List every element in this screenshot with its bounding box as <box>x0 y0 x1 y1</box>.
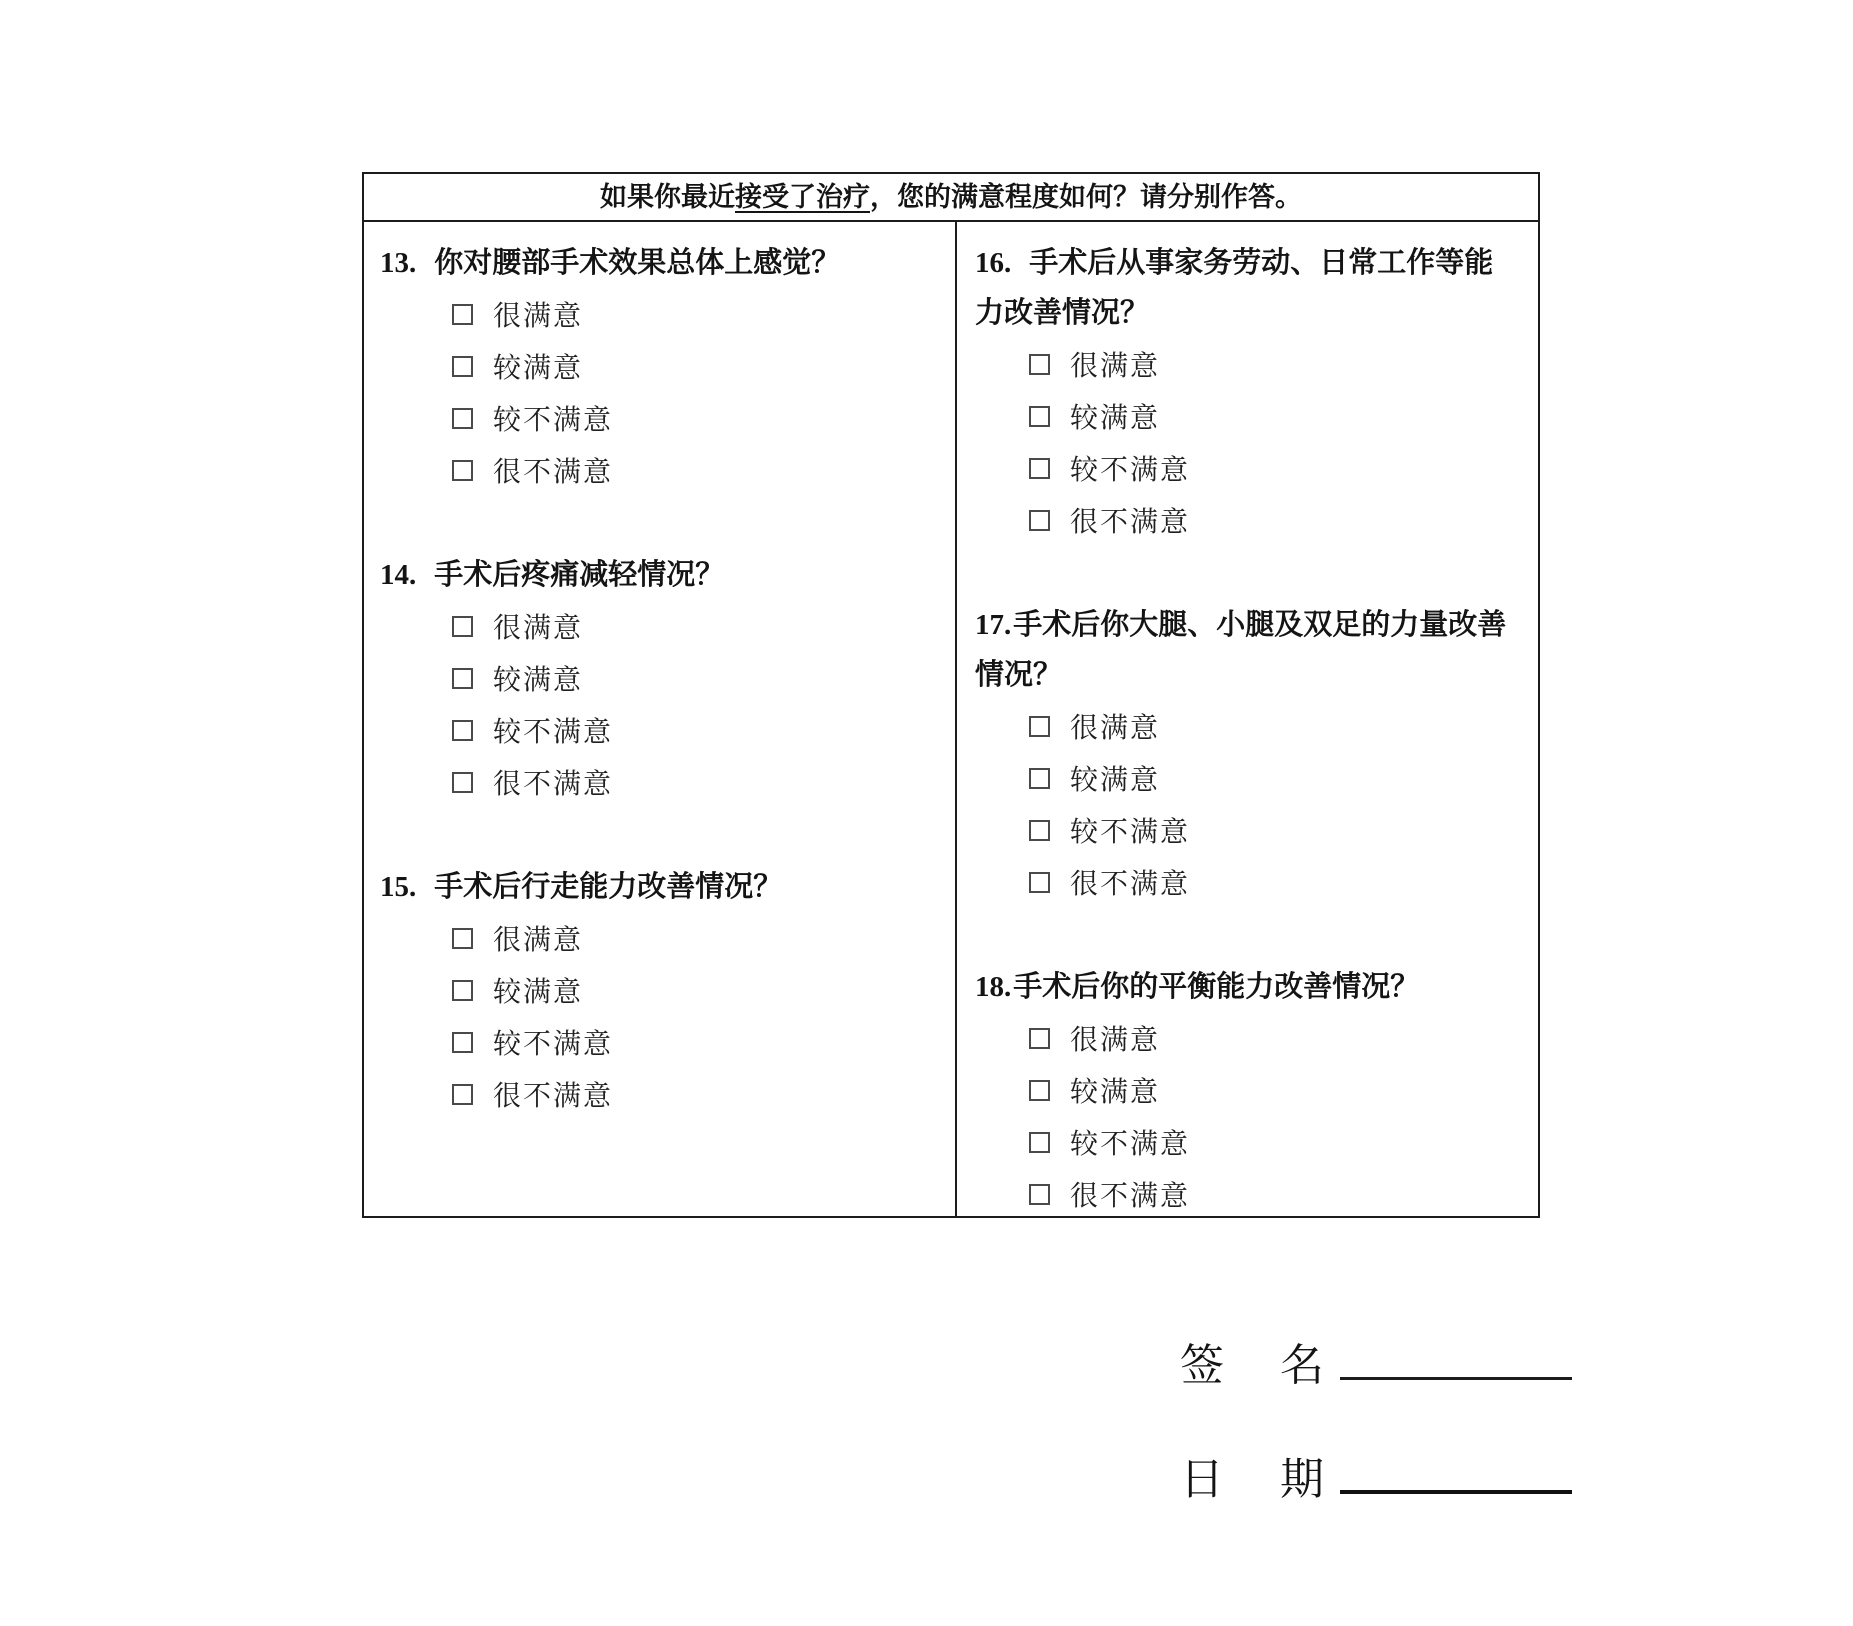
option-label: 较满意 <box>1069 403 1160 434</box>
question-16 <box>957 238 1538 546</box>
option-row <box>380 964 927 1016</box>
right-column <box>955 222 1538 1216</box>
checkbox[interactable] <box>452 1084 473 1105</box>
question-14 <box>364 550 955 808</box>
option-label: 较满意 <box>493 353 584 384</box>
question-number: 14. <box>380 559 417 591</box>
checkbox[interactable] <box>452 304 473 325</box>
option-row <box>975 1012 1514 1064</box>
option-label: 较满意 <box>1069 765 1160 796</box>
option-row <box>975 1168 1514 1220</box>
option-label: 很满意 <box>493 613 584 644</box>
signature-row <box>1180 1338 1572 1394</box>
form-header <box>364 174 1538 222</box>
checkbox[interactable] <box>1029 872 1050 893</box>
option-label: 很满意 <box>493 301 584 332</box>
question-number: 18. <box>974 971 1012 1003</box>
option-row <box>975 390 1514 442</box>
checkbox[interactable] <box>452 772 473 793</box>
option-row <box>975 1064 1514 1116</box>
option-label: 很不满意 <box>493 1081 614 1112</box>
checkbox[interactable] <box>1029 510 1050 531</box>
question-18 <box>957 962 1538 1220</box>
question-13-title <box>380 238 927 288</box>
checkbox[interactable] <box>1029 820 1050 841</box>
option-row <box>975 494 1514 546</box>
question-number: 15. <box>380 871 417 903</box>
question-text: 手术后你的平衡能力改善情况？ <box>1013 971 1420 1003</box>
option-label: 很不满意 <box>1069 869 1190 900</box>
question-16-title <box>975 238 1514 338</box>
signature-blank-field[interactable] <box>1340 1377 1572 1380</box>
checkbox[interactable] <box>1029 354 1050 375</box>
option-label: 很满意 <box>1069 713 1160 744</box>
option-row <box>975 338 1514 390</box>
option-label: 很满意 <box>1069 1025 1160 1056</box>
option-row <box>380 912 927 964</box>
checkbox[interactable] <box>1029 768 1050 789</box>
option-row <box>975 752 1514 804</box>
option-row <box>380 1016 927 1068</box>
checkbox[interactable] <box>452 668 473 689</box>
left-column <box>364 222 955 1216</box>
checkbox[interactable] <box>452 356 473 377</box>
option-label: 很不满意 <box>1069 507 1190 538</box>
checkbox[interactable] <box>452 720 473 741</box>
option-row <box>380 392 927 444</box>
option-row <box>380 288 927 340</box>
option-row <box>380 600 927 652</box>
option-row <box>975 442 1514 494</box>
option-row <box>380 1068 927 1120</box>
option-label: 较不满意 <box>1069 817 1190 848</box>
header-text-suffix: ，您的满意程度如何？请分别作答。 <box>870 182 1302 212</box>
option-label: 较满意 <box>1069 1077 1160 1108</box>
checkbox[interactable] <box>1029 716 1050 737</box>
option-label: 很满意 <box>1069 351 1160 382</box>
date-label: 日 期 <box>1180 1455 1330 1504</box>
header-text-prefix: 如果你最近 <box>600 182 735 212</box>
question-text: 手术后从事家务劳动、日常工作等能力改善情况？ <box>974 247 1494 329</box>
option-label: 较不满意 <box>1069 1129 1190 1160</box>
option-row <box>380 652 927 704</box>
date-blank-field[interactable] <box>1340 1490 1572 1494</box>
option-label: 较满意 <box>493 977 584 1008</box>
question-number: 17. <box>974 609 1012 641</box>
checkbox[interactable] <box>1029 1184 1050 1205</box>
option-row <box>975 1116 1514 1168</box>
option-label: 较不满意 <box>493 1029 614 1060</box>
satisfaction-form-table <box>362 172 1540 1218</box>
option-row <box>380 444 927 496</box>
question-17-title <box>975 600 1514 700</box>
question-text: 手术后行走能力改善情况？ <box>434 871 783 903</box>
option-label: 较满意 <box>493 665 584 696</box>
signature-label: 签 名 <box>1180 1341 1330 1390</box>
option-label: 很不满意 <box>493 769 614 800</box>
form-columns <box>364 222 1538 1216</box>
option-row <box>380 756 927 808</box>
checkbox[interactable] <box>452 616 473 637</box>
question-15 <box>364 862 955 1120</box>
checkbox[interactable] <box>1029 1080 1050 1101</box>
question-15-title <box>380 862 927 912</box>
option-row <box>380 340 927 392</box>
question-text: 手术后你大腿、小腿及双足的力量改善情况？ <box>974 609 1507 691</box>
question-18-title <box>975 962 1514 1012</box>
option-row <box>975 700 1514 752</box>
checkbox[interactable] <box>452 408 473 429</box>
checkbox[interactable] <box>1029 458 1050 479</box>
question-number: 13. <box>380 247 417 279</box>
option-row <box>975 856 1514 908</box>
header-underlined-text: 接受了治疗 <box>735 182 870 212</box>
question-text: 手术后疼痛减轻情况？ <box>434 559 725 591</box>
checkbox[interactable] <box>452 460 473 481</box>
checkbox[interactable] <box>452 980 473 1001</box>
option-label: 较不满意 <box>493 405 614 436</box>
option-label: 很不满意 <box>1069 1181 1190 1212</box>
option-label: 较不满意 <box>493 717 614 748</box>
question-number: 16. <box>974 247 1012 279</box>
question-14-title <box>380 550 927 600</box>
checkbox[interactable] <box>452 1032 473 1053</box>
date-row <box>1180 1452 1572 1508</box>
checkbox[interactable] <box>1029 1132 1050 1153</box>
option-label: 较不满意 <box>1069 455 1190 486</box>
question-text: 你对腰部手术效果总体上感觉？ <box>434 247 841 279</box>
option-label: 很满意 <box>493 925 584 956</box>
option-row <box>380 704 927 756</box>
checkbox[interactable] <box>452 928 473 949</box>
question-13 <box>364 238 955 496</box>
checkbox[interactable] <box>1029 406 1050 427</box>
checkbox[interactable] <box>1029 1028 1050 1049</box>
option-row <box>975 804 1514 856</box>
question-17 <box>957 600 1538 908</box>
option-label: 很不满意 <box>493 457 614 488</box>
